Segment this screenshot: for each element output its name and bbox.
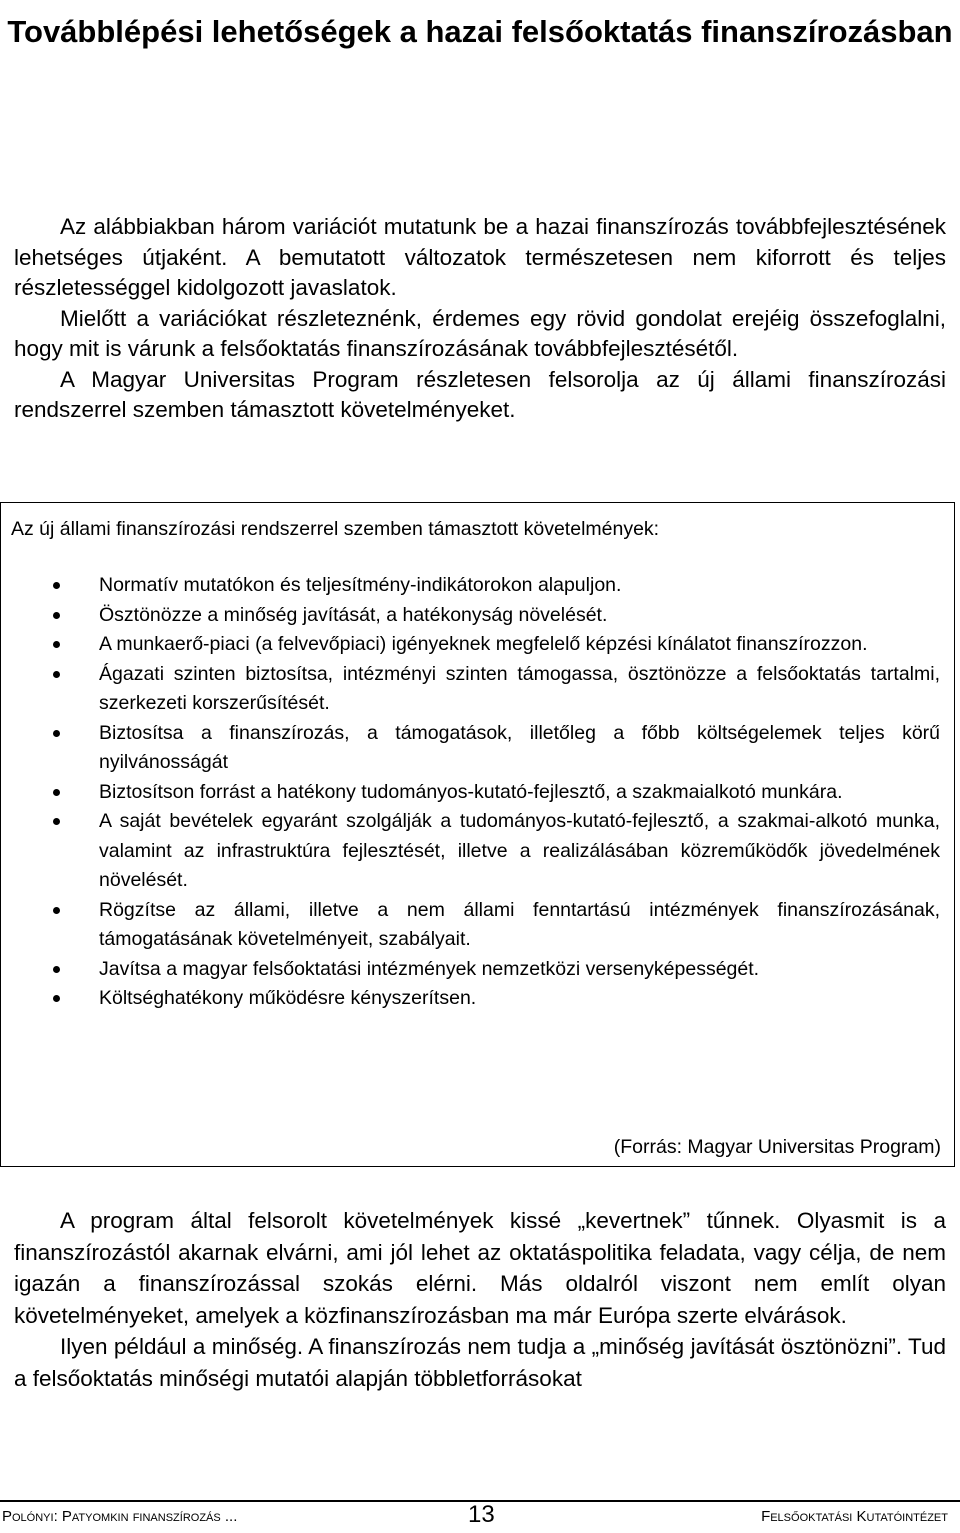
list-item-text: Költséghatékony működésre kényszerítsen.: [99, 987, 477, 1009]
list-item-text: Rögzítse az állami, illetve a nem állami fenntartású intézmények finanszírozásának, támogatásának követelményeit, szabályait.: [99, 898, 940, 950]
intro-paragraph-2: Mielőtt a variációkat részleteznénk, érdemes egy rövid gondolat erejéig összefoglalni, hogy mit is várunk a felsőoktatás finanszírozásának továbbfejlesztésétől.: [14, 305, 946, 361]
list-item-text: Ágazati szinten biztosítsa, intézményi szinten támogassa, ösztönözze a felsőoktatás tartalmi, szerkezeti korszerűsítését.: [99, 662, 940, 714]
list-item: [1, 778, 940, 808]
bullet-icon: [53, 671, 60, 678]
page-title: Továbblépési lehetőségek a hazai felsőoktatás finanszírozásban: [7, 14, 953, 49]
intro-section: [14, 212, 946, 426]
bullet-icon: [53, 907, 60, 914]
list-item: [1, 719, 940, 778]
requirements-list: [1, 571, 940, 1014]
list-item: [1, 807, 940, 896]
requirements-box: [0, 502, 955, 1167]
bullet-icon: [53, 641, 60, 648]
page-footer: [0, 1502, 960, 1532]
list-item-text: A munkaerő-piaci (a felvevőpiaci) igényeknek megfelelő képzési kínálatot finanszírozzon.: [99, 633, 868, 655]
source-citation: (Forrás: Magyar Universitas Program): [613, 1136, 941, 1158]
body-paragraph-1: A program által felsorolt követelmények kissé „kevertnek” tűnnek. Olyasmit is a finanszírozástól akarnak elvárni, ami jól lehet az oktatáspolitika feladata, vagy célja, de nem igazán a finanszírozással szokás elérni. Más oldalról viszont nem említ olyan követelményeket, amelyek a közfinanszírozásban ma már Európa szerte elvárások.: [14, 1208, 946, 1328]
list-item-text: Biztosítsa a finanszírozás, a támogatások, illetőleg a főbb költségelemek teljes körű nyilvánosságát: [99, 721, 940, 773]
list-item: [1, 984, 940, 1014]
body-paragraph-2: Ilyen például a minőség. A finanszírozás nem tudja a „minőség javítását ösztönözni”. Tud a felsőoktatás minőségi mutatói alapján többletforrásokat: [14, 1334, 946, 1391]
list-item-text: Normatív mutatókon és teljesítmény-indikátorokon alapuljon.: [99, 574, 622, 596]
list-item: [1, 630, 940, 660]
page-number: 13: [468, 1501, 495, 1528]
requirements-heading: Az új állami finanszírozási rendszerrel szemben támasztott követelmények:: [11, 518, 660, 540]
list-item: [1, 571, 940, 601]
bullet-icon: [53, 582, 60, 589]
list-item: [1, 601, 940, 631]
list-item: [1, 660, 940, 719]
list-item-text: Javítsa a magyar felsőoktatási intézmények nemzetközi versenyképességét.: [99, 957, 760, 980]
footer-author-title: Polónyi: Patyomkin finanszírozás ...: [2, 1508, 238, 1525]
intro-paragraph-3: A Magyar Universitas Program részletesen felsorolja az új állami finanszírozási rendszerrel szemben támasztott követelményeket.: [14, 366, 946, 422]
bullet-icon: [53, 818, 60, 825]
bullet-icon: [53, 612, 60, 619]
list-item: [1, 896, 940, 955]
body-section: [14, 1205, 946, 1394]
bullet-icon: [53, 966, 60, 973]
footer-institute: Felsőoktatási Kutatóintézet: [761, 1508, 948, 1525]
bullet-icon: [53, 995, 60, 1002]
list-item-text: Biztosítson forrást a hatékony tudományos-kutató-fejlesztő, a szakmaialkotó munkára.: [99, 780, 843, 803]
bullet-icon: [53, 789, 60, 796]
list-item-text: A saját bevételek egyaránt szolgálják a tudományos-kutató-fejlesztő, a szakmai-alkotó munka, valamint az infrastruktúra fejlesztését, illetve a realizálásában közreműködők jövedelmének növelését.: [99, 810, 940, 891]
list-item: [1, 955, 940, 985]
bullet-icon: [53, 730, 60, 737]
intro-paragraph-1: Az alábbiakban három variációt mutatunk be a hazai finanszírozás továbbfejlesztésének lehetséges útjaként. A bemutatott változatok természetesen nem kiforrott és teljes részletességgel kidolgozott javaslatok.: [14, 214, 946, 300]
list-item-text: Ösztönözze a minőség javítását, a hatékonyság növelését.: [99, 603, 608, 626]
